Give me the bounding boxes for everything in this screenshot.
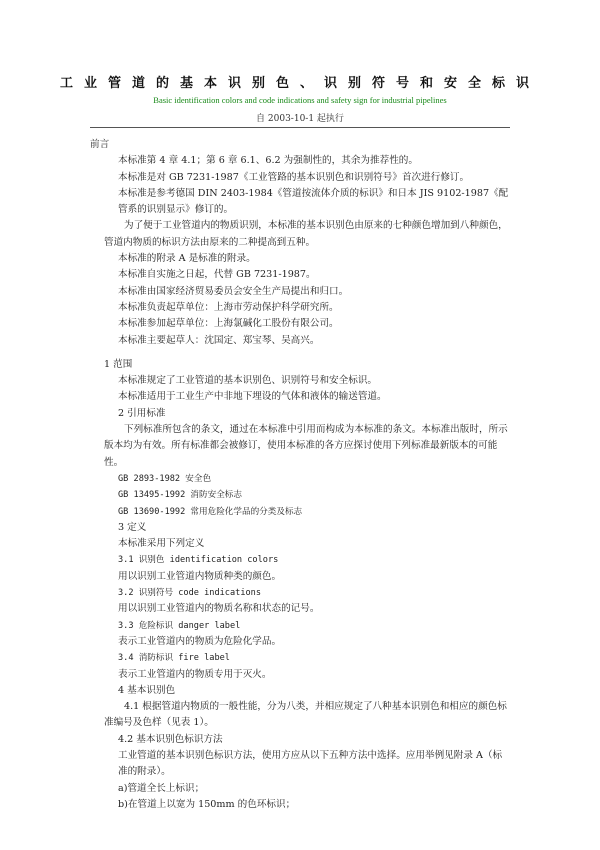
reference-item: GB 13690-1992 常用危险化学品的分类及标志 <box>118 506 303 517</box>
definition-term: 3.2 识别符号 code indications <box>118 588 262 599</box>
effective-date: 自 2003-10-1 起执行 <box>256 114 344 124</box>
paragraph: 本标准是参考德国 DIN 2403-1984《管道按流体介质的标识》和日本 JIS 9102-1987《配管系的识别显示》修订的。 <box>118 187 509 216</box>
paragraph: 本标准第 4 章 4.1；第 6 章 6.1、6.2 为强制性的，其余为推荐性的。 <box>118 155 418 167</box>
section-heading-basic-colors: 4 基本识别色 <box>118 684 176 696</box>
paragraph: 本标准负责起草单位：上海市劳动保护科学研究所。 <box>118 301 339 313</box>
paragraph: 表示工业管道内的物质专用于灭火。 <box>118 668 272 680</box>
paragraph: 下列标准所包含的条文，通过在本标准中引用而构成为本标准的条文。本标准出版时，所示版本均为有效。所有标准都会被修订，使用本标准的各方应探讨使用下列标准最新版本的可能性。 <box>104 424 508 468</box>
paragraph: 本标准由国家经济贸易委员会安全生产局提出和归口。 <box>118 285 349 297</box>
paragraph: 本标准适用于工业生产中非地下埋设的气体和液体的输送管道。 <box>118 391 387 403</box>
paragraph: 用以识别工业管道内的物质名称和状态的记号。 <box>118 603 320 615</box>
section-heading-scope: 1 范围 <box>104 358 133 370</box>
section-heading-definitions: 3 定义 <box>118 521 147 533</box>
paragraph: 本标准是对 GB 7231-1987《工业管路的基本识别色和识别符号》首次进行修订。 <box>118 171 470 183</box>
section-heading-foreword: 前言 <box>90 139 110 150</box>
paragraph: 用以识别工业管道内物质种类的颜色。 <box>118 570 282 582</box>
document-body <box>90 137 510 813</box>
subsection-heading: 4.2 基本识别色标识方法 <box>118 733 223 745</box>
definition-term: 3.4 消防标识 fire label <box>118 653 230 664</box>
paragraph: 本标准规定了工业管道的基本识别色、识别符号和安全标识。 <box>118 375 378 387</box>
header-divider <box>90 127 510 128</box>
paragraph: 表示工业管道内的物质为危险化学品。 <box>118 635 282 647</box>
definition-term: 3.1 识别色 identification colors <box>118 555 279 566</box>
list-item: b)在管道上以宽为 150mm 的色环标识； <box>118 798 296 810</box>
paragraph: 本标准采用下列定义 <box>118 538 205 550</box>
paragraph: 本标准参加起草单位：上海氯碱化工股份有限公司。 <box>118 318 339 330</box>
paragraph: 为了便于工业管道内的物质识别，本标准的基本识别色由原来的七种颜色增加到八种颜色，管道内物质的标识方法由原来的二种提高到五种。 <box>104 220 508 248</box>
paragraph: 4.1 根据管道内物质的一般性能，分为八类，并相应规定了八种基本识别色和相应的颜色标准编号及色样（见表 1）。 <box>104 701 507 729</box>
section-heading-references: 2 引用标准 <box>118 407 166 419</box>
list-item: a)管道全长上标识； <box>118 782 205 794</box>
document-subtitle-english: Basic identification colors and code indications and safety sign for industrial pipelines <box>153 95 447 105</box>
reference-item: GB 13495-1992 消防安全标志 <box>118 490 242 501</box>
document-title: 工业管道的基本识别色、识别符号和安全标识 <box>59 76 540 91</box>
reference-item: GB 2893-1982 安全色 <box>118 473 212 484</box>
definition-term: 3.3 危险标识 danger label <box>118 620 241 631</box>
paragraph: 工业管道的基本识别色标识方法，使用方应从以下五种方法中选择。应用举例见附录 A（标准的附录）。 <box>118 749 503 778</box>
paragraph: 本标准自实施之日起，代替 GB 7231-1987。 <box>118 269 316 281</box>
paragraph: 本标准的附录 A 是标准的附录。 <box>118 253 256 265</box>
paragraph: 本标准主要起草人：沈国定、郑宝琴、吴高兴。 <box>118 334 320 346</box>
